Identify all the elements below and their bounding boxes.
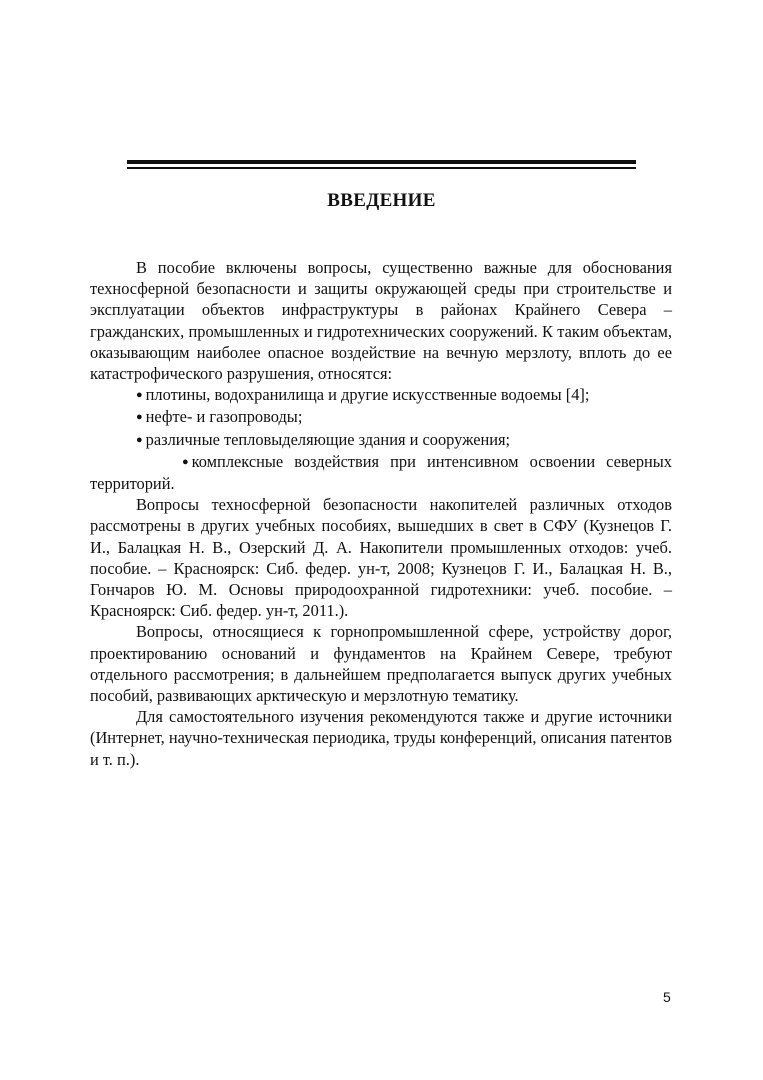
list-item xyxy=(90,451,672,494)
page-title: ВВЕДЕНИЕ xyxy=(327,190,436,211)
list-item-text: различные тепловыделяющие здания и сооружения; xyxy=(145,429,511,449)
page-number: 5 xyxy=(663,989,671,1005)
list-item xyxy=(90,429,672,451)
bullet-icon: ● xyxy=(182,455,189,468)
bullet-icon: ● xyxy=(136,389,143,402)
paragraph-sources: Для самостоятельного изучения рекомендуются также и другие источники (Интернет, научно-техническая периодика, труды конференций, описания патентов и т. п.). xyxy=(90,707,672,769)
list-item xyxy=(90,406,672,428)
list-item-text: комплексные воздействия при интенсивном освоении северных территорий. xyxy=(90,451,672,494)
list-item xyxy=(90,384,672,406)
header-rule-thick xyxy=(127,160,636,164)
header-rule-thin xyxy=(127,167,636,169)
bullet-icon: ● xyxy=(136,411,143,424)
paragraph-other-manuals: Вопросы техносферной безопасности накопителей различных отходов рассмотрены в других учебных пособиях, вышедших в свет в СФУ (Кузнецов Г. И., Балацкая Н. В., Озерский Д. А. Накопители промышленных отходов: учеб. пособие. – Красноярск: Сиб. федер. ун-т, 2008; Кузнецов Г. И., Балацкая Н. В., Гончаров Ю. М. Основы природоохранной гидротехники: учеб. пособие. – Красноярск: Сиб. федер. ун-т, 2011.). xyxy=(90,495,672,621)
bullet-list xyxy=(90,384,672,494)
list-item-text: нефте- и газопроводы; xyxy=(145,407,303,427)
list-item-text: плотины, водохранилища и другие искусственные водоемы [4]; xyxy=(145,385,590,405)
bullet-icon: ● xyxy=(136,433,143,446)
paragraph-mining: Вопросы, относящиеся к горнопромышленной сфере, устройству дорог, проектированию оснований и фундаментов на Крайнем Севере, требуют отдельного рассмотрения; в дальнейшем предполагается выпуск других учебных пособий, развивающих арктическую и мерзлотную тематику. xyxy=(90,622,672,706)
paragraph-intro: В пособие включены вопросы, существенно важные для обоснования техносферной безопасности и защиты окружающей среды при строительстве и эксплуатации объектов инфраструктуры в районах Крайнего Севера – гражданских, промышленных и гидротехнических сооружений. К таким объектам, оказывающим наиболее опасное воздействие на вечную мерзлоту, вплоть до ее катастрофического разрушения, относятся: xyxy=(90,258,672,384)
document-body xyxy=(90,257,672,770)
